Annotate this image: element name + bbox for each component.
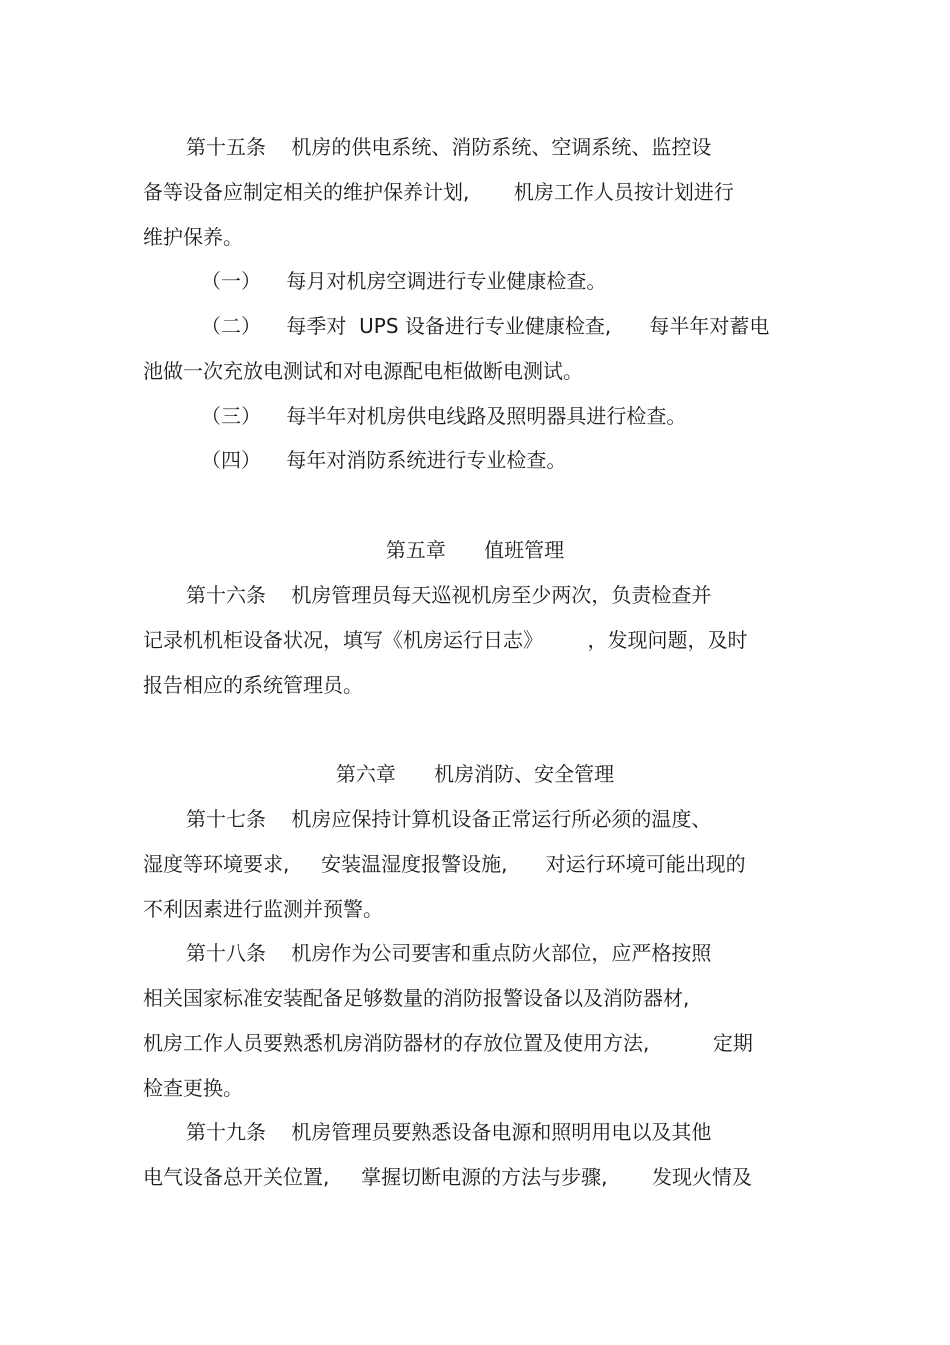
article-15-item-1: （一） 每月对机房空调进行专业健康检查。 (201, 269, 607, 293)
article-17-line-3: 不利因素进行监测并预警。 (143, 897, 383, 921)
article-15-line-1: 第十五条 机房的供电系统、消防系统、空调系统、监控设 (186, 135, 712, 159)
article-18-line-4: 检查更换。 (143, 1076, 243, 1100)
article-15-item-2-line-1: （二） 每季对 UPS 设备进行专业健康检查, 每半年对蓄电 (201, 314, 770, 338)
article-16-line-3: 报告相应的系统管理员。 (143, 673, 363, 697)
article-18-line-2: 相关国家标准安装配备足够数量的消防报警设备以及消防器材, (143, 986, 690, 1010)
article-17-line-2: 湿度等环境要求, 安装温湿度报警设施, 对运行环境可能出现的 (143, 852, 746, 876)
article-18-line-3: 机房工作人员要熟悉机房消防器材的存放位置及使用方法, 定期 (143, 1031, 753, 1055)
article-18-line-1: 第十八条 机房作为公司要害和重点防火部位，应严格按照 (186, 941, 712, 965)
article-19-line-1: 第十九条 机房管理员要熟悉设备电源和照明用电以及其他 (186, 1120, 712, 1144)
article-19-line-2: 电气设备总开关位置, 掌握切断电源的方法与步骤, 发现火情及 (143, 1165, 753, 1189)
article-16-line-1: 第十六条 机房管理员每天巡视机房至少两次，负责检查并 (186, 583, 712, 607)
chapter-5-title: 第五章 值班管理 (385, 538, 565, 562)
article-15-line-3: 维护保养。 (143, 225, 243, 249)
article-15-item-3: （三） 每半年对机房供电线路及照明器具进行检查。 (201, 404, 687, 428)
article-15-line-2: 备等设备应制定相关的维护保养计划, 机房工作人员按计划进行 (143, 180, 734, 204)
article-16-line-2: 记录机机柜设备状况，填写《机房运行日志》 ，发现问题，及时 (143, 628, 748, 652)
article-15-item-2-line-2: 池做一次充放电测试和对电源配电柜做断电测试。 (143, 359, 583, 383)
article-17-line-1: 第十七条 机房应保持计算机设备正常运行所必须的温度、 (186, 807, 712, 831)
article-15-item-4: （四） 每年对消防系统进行专业检查。 (201, 448, 567, 472)
chapter-6-title: 第六章 机房消防、安全管理 (335, 762, 615, 786)
